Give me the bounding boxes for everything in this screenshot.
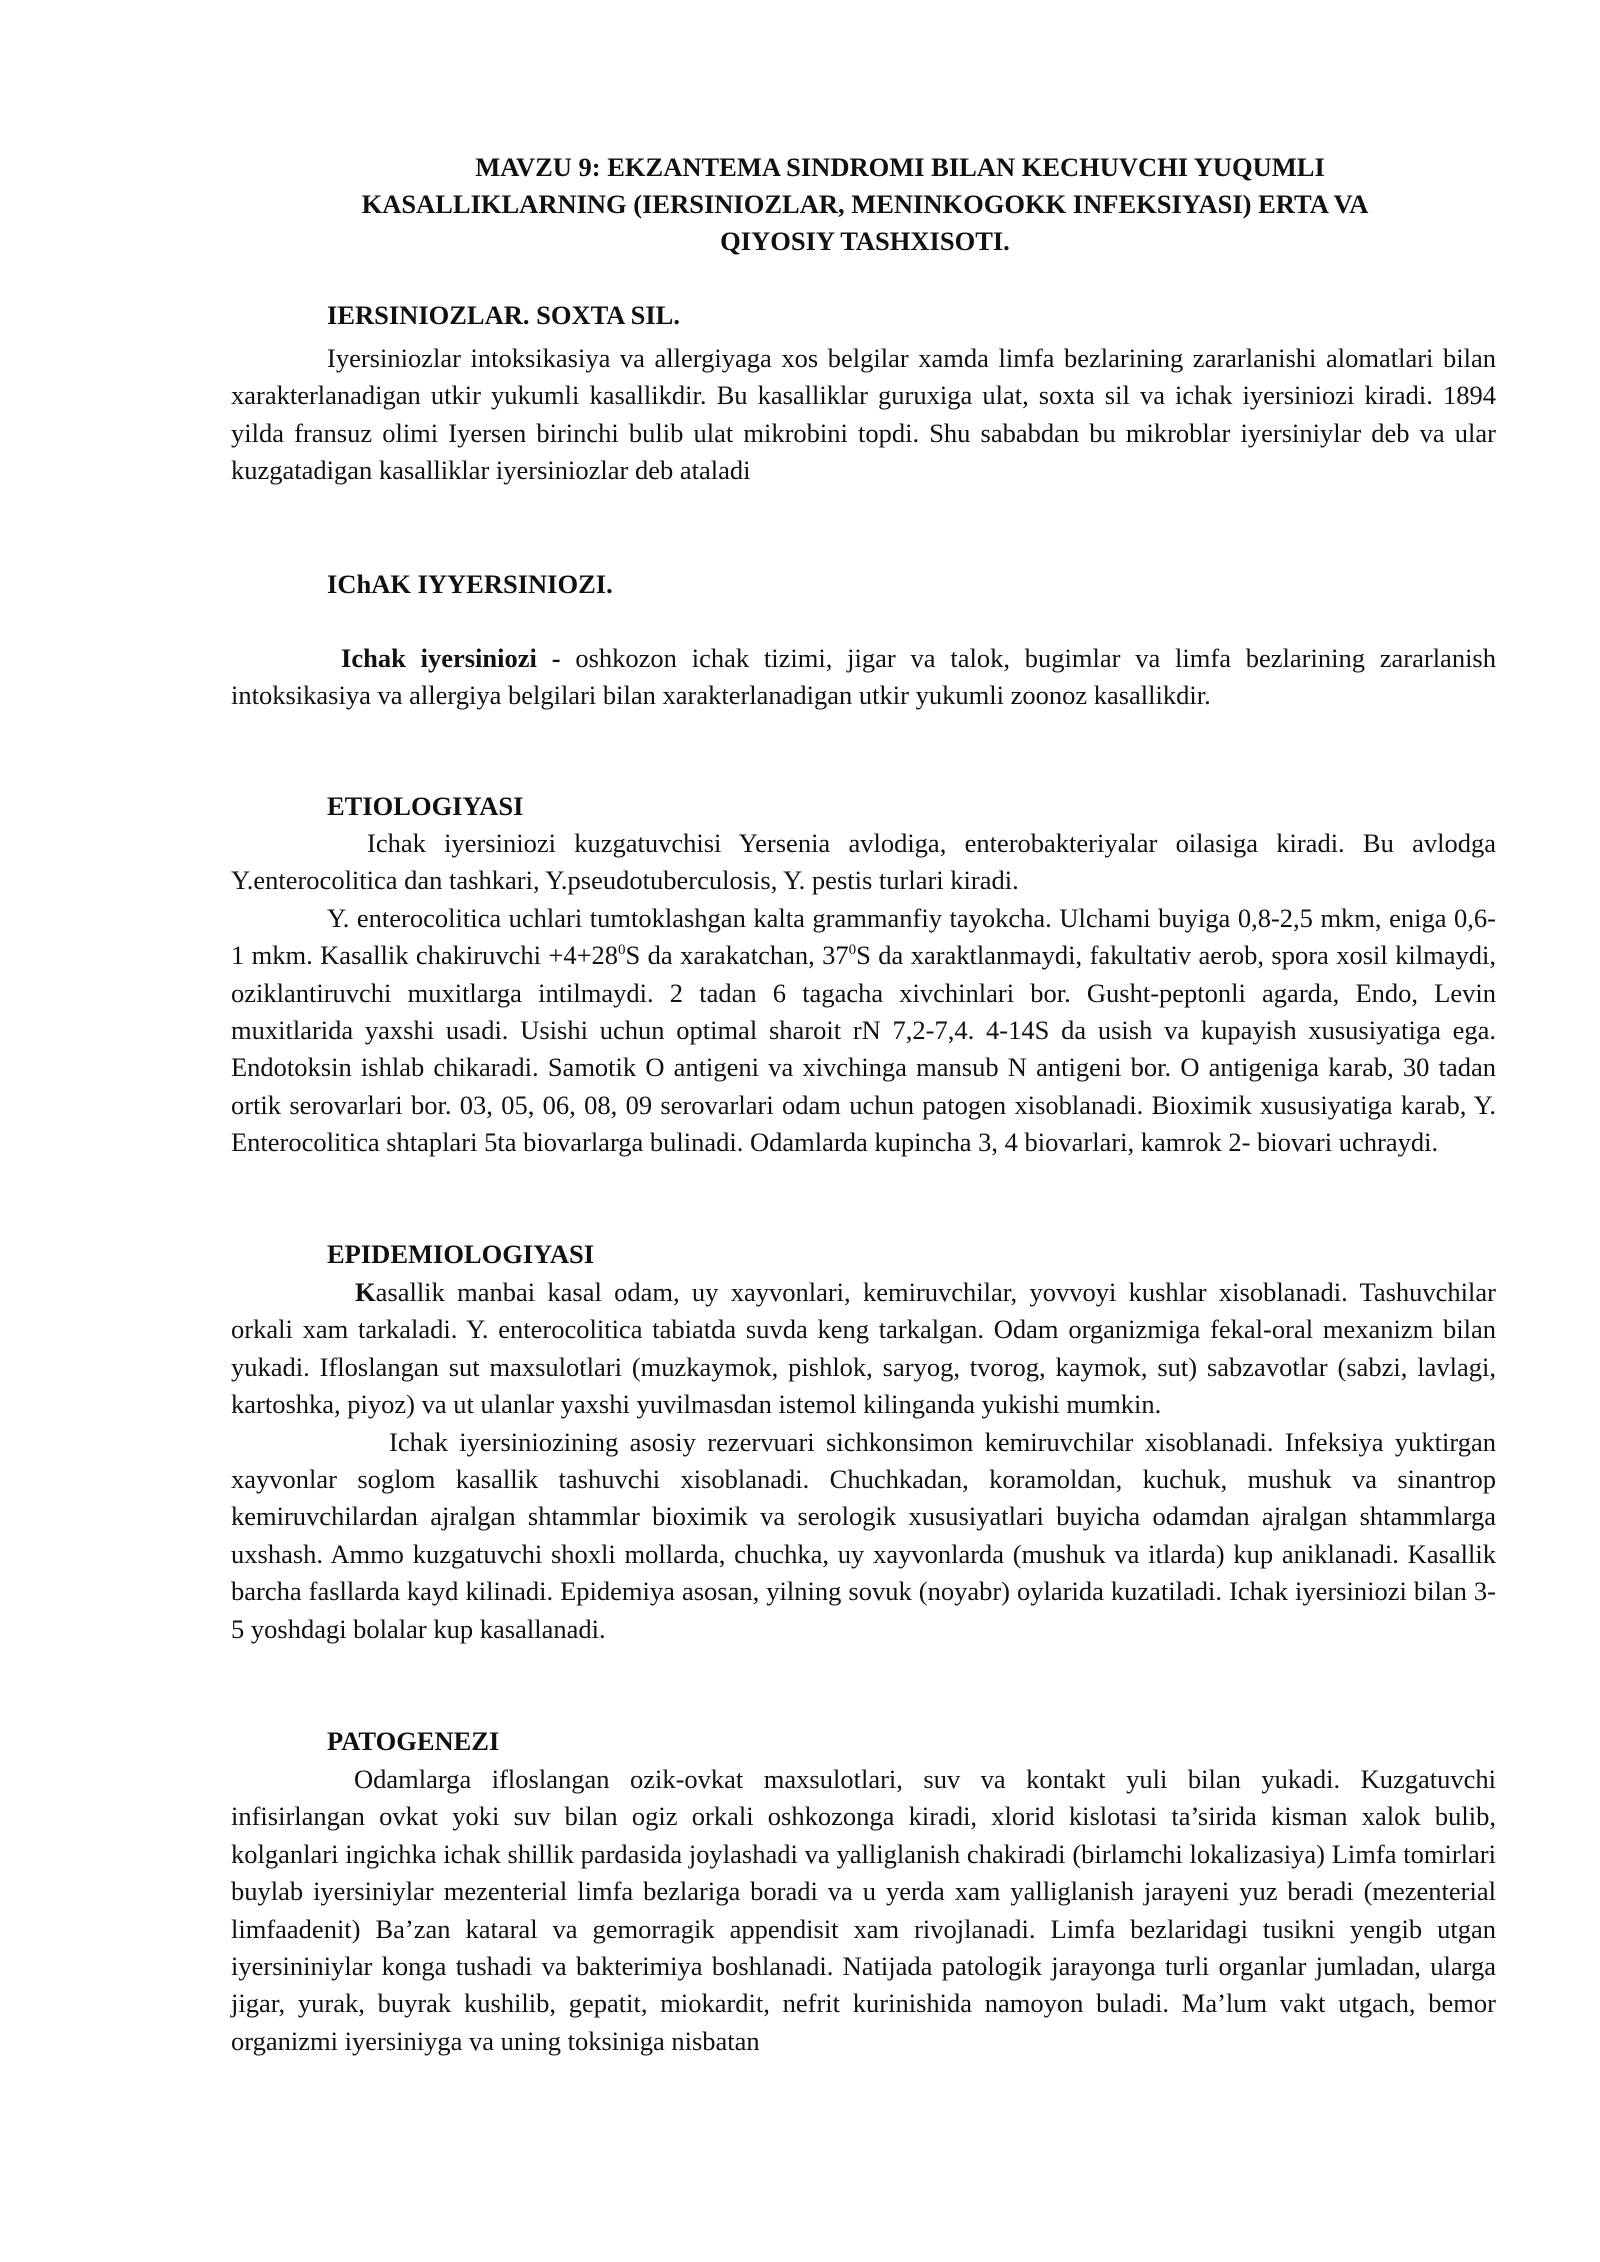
epidemiologiya-text: asallik manbai kasal odam, uy xayvonlari, kemiruvchilar, yovvoyi kushlar xisoblanadi. Tashuvchilar orkali xam tarkaladi. Y. enterocolitica tabiatda suvda keng tarkalgan. Odam organizmiga fekal-oral mexanizm bilan yukadi. Ifloslangan sut maxsulotlari (muzkaymok, pishlok, saryog, tvorog, kaymok, sut) sabzavotlar (sabzi, lavlagi, kartoshka, piyoz) va ut ulanlar yaxshi yuvilmasdan istemol kilinganda yukishi mumkin. <box>231 1277 1496 1420</box>
section-patogenezi <box>231 1761 1496 2060</box>
heading-patogenezi: PATOGENEZI <box>327 1726 500 1756</box>
heading-etiologiyasi: ETIOLOGIYASI <box>327 791 524 821</box>
term-ichak-iyersiniozi: Ichak iyersiniozi - <box>341 643 576 673</box>
etiologiya-text-a: Y. enterocolitica uchlari tumtoklashgan kalta grammanfiy tayokcha. Ulchami buyiga 0,8-2,5 mkm, eniga 0,6-1 mkm. Kasallik chakiruvchi +4+28 <box>231 902 1496 971</box>
section-etiologiyasi <box>231 825 1496 1162</box>
degree-superscript: 0 <box>848 942 857 959</box>
paragraph-epidemiologiya-2: Ichak iyersiniozining asosiy rezervuari sichkonsimon kemiruvchilar xisoblanadi. Infeksiya yuktirgan xayvonlar soglom kasallik tashuvchi xisoblanadi. Chuchkadan, koramoldan, kuchuk, mushuk va sinantrop kemiruvchilardan ajralgan shtammlar bioximik va serologik xususiyatlari buyicha odamdan ajralgan shtammlarga uxshash. Ammo kuzgatuvchi shoxli mollarda, chuchka, uy xayvonlarda (mushuk va itlarda) kup aniklanadi. Kasallik barcha fasllarda kayd kilinadi. Epidemiya asosan, yilning sovuk (noyabr) oylarida kuzatiladi. Ichak iyersiniozi bilan 3-5 yoshdagi bolalar kup kasallanadi. <box>231 1426 1496 1644</box>
section-epidemiologiyasi <box>231 1274 1496 1648</box>
section-ichak-iyersiniozi <box>231 640 1496 715</box>
paragraph-ichak-iyersiniozi <box>231 640 1496 715</box>
heading-iersiniozlar: IERSINIOZLAR. SOXTA SIL. <box>327 300 680 330</box>
drop-initial: K <box>355 1277 376 1307</box>
paragraph-patogenez: Odamlarga ifloslangan ozik-ovkat maxsulotlari, suv va kontakt yuli bilan yukadi. Kuzgatuvchi infisirlangan ovkat yoki suv bilan ogiz orkali oshkozonga kiradi, xlorid kislotasi ta’sirida kisman xalok bulib, kolganlari ingichka ichak shillik pardasida joylashadi va yalliglanish chakiradi (birlamchi lokalizasiya) Limfa tomirlari buylab iyersiniylar mezenterial limfa bezlariga boradi va u yerda xam yalliglanish jarayeni yuz beradi (mezenterial limfaadenit) Ba’zan kataral va gemorragik appendisit xam rivojlanadi. Limfa bezlaridagi tusikni yengib utgan iyersininiylar konga tushadi va bakterimiya boshlanadi. Natijada patologik jarayonga turli organlar jumladan, ularga jigar, yurak, buyrak kushilib, gepatit, miokardit, nefrit kurinishida namoyon buladi. Ma’lum vakt utgach, bemor organizmi iyersiniyga va uning toksiniga nisbatan <box>231 1764 1496 2056</box>
title-line-1: MAVZU 9: EKZANTEMA SINDROMI BILAN KECHUVCHI YUQUMLI <box>475 152 1325 182</box>
section-iersiniozlar <box>231 340 1496 490</box>
paragraph-iersiniozlar: Iyersiniozlar intoksikasiya va allergiyaga xos belgilar xamda limfa bezlarining zararlanishi alomatlari bilan xarakterlanadigan utkir yukumli kasallikdir. Bu kasalliklar guruxiga ulat, soxta sil va ichak iyersiniozi kiradi. 1894 yilda fransuz olimi Iyersen birinchi bulib ulat mikrobini topdi. Shu sababdan bu mikroblar iyersiniylar deb va ular kuzgatadigan kasalliklar iyersiniozlar deb ataladi <box>231 343 1496 486</box>
paragraph-etiologiya-1: Ichak iyersiniozi kuzgatuvchisi Yersenia avlodiga, enterobakteriyalar oilasiga kiradi. Bu avlodga Y.enterocolitica dan tashkari, Y.pseudotuberculosis, Y. pestis turlari kiradi. <box>231 828 1496 896</box>
heading-epidemiologiyasi: EPIDEMIOLOGIYASI <box>327 1239 595 1269</box>
etiologiya-text-b: S da xarakatchan, 37 <box>625 940 849 971</box>
definition-text: oshkozon ichak tizimi, jigar va talok, bugimlar va limfa bezlarining zararlanish intoksikasiya va allergiya belgilari bilan xarakterlanadigan utkir yukumli zoonoz kasallikdir. <box>231 643 1496 711</box>
document-title <box>230 149 1500 260</box>
heading-ichak-iyersiniozi: IChAK IYYERSINIOZI. <box>327 569 613 599</box>
paragraph-epidemiologiya-1 <box>231 1274 1496 1424</box>
title-line-3: QIYOSIY TASHXISOTI. <box>720 226 1010 256</box>
etiologiya-text-c: S da xaraktlanmaydi, fakultativ aerob, spora xosil kilmaydi, oziklantiruvchi muxitlarga intilmaydi. 2 tadan 6 tagacha xivchinlari bor. Gusht-peptonli agarda, Endo, Levin muxitlarida yaxshi usadi. Usishi uchun optimal sharoit rN 7,2-7,4. 4-14S da usish va kupayish xususiyatiga ega. Endotoksin ishlab chikaradi. Samotik O antigeni va xivchinga mansub N antigeni bor. O antigeniga karab, 30 tadan ortik serovarlari bor. 03, 05, 06, 08, 09 serovarlari odam uchun patogen xisoblanadi. Bioximik xususiyatiga karab, Y. Enterocolitica shtaplari 5ta biovarlarga bulinadi. Odamlarda kupincha 3, 4 biovarlari, kamrok 2- biovari uchraydi. <box>231 940 1497 1158</box>
paragraph-etiologiya-2 <box>231 900 1496 1162</box>
degree-superscript: 0 <box>618 942 626 959</box>
title-line-2: KASALLIKLARNING (IERSINIOZLAR, MENINKOGOKK INFEKSIYASI) ERTA VA <box>361 189 1369 219</box>
